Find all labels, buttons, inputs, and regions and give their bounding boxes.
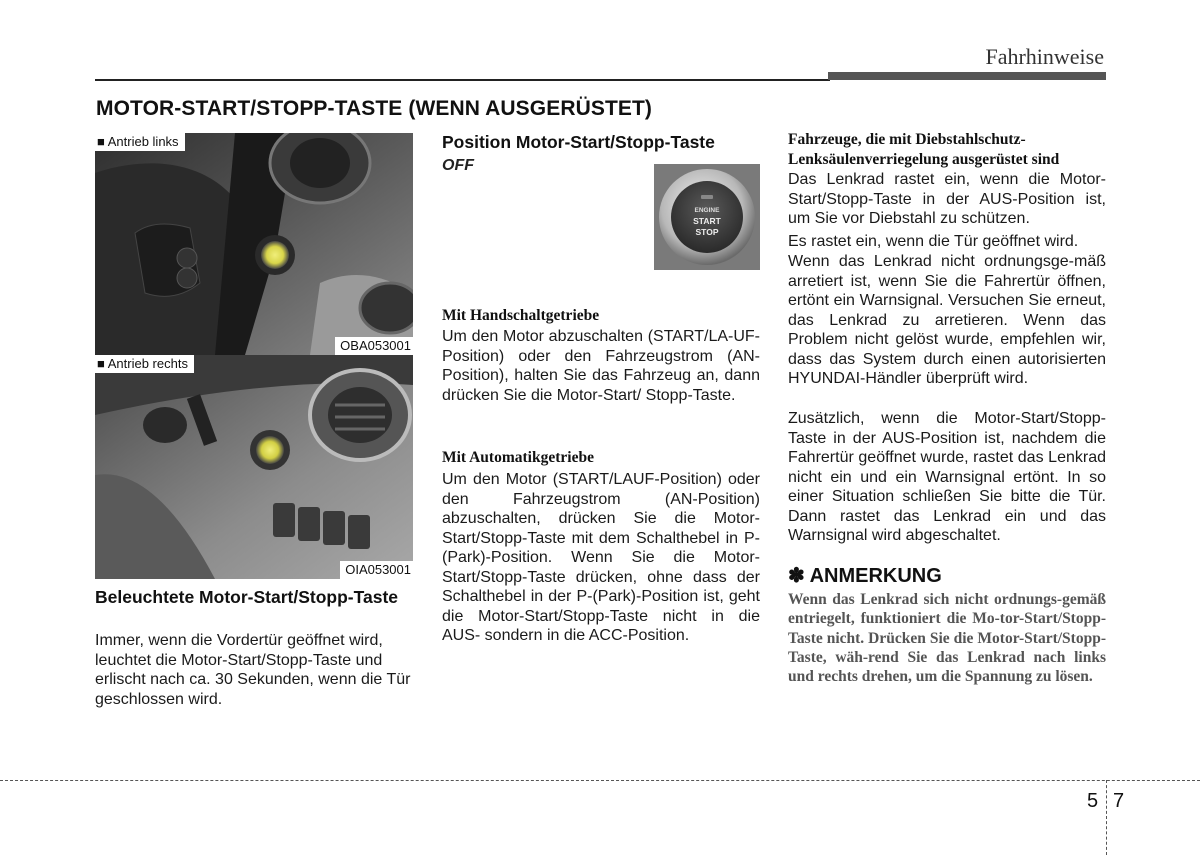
button-position-heading: Position Motor-Start/Stopp-Taste	[442, 132, 715, 152]
automatic-transmission-text: Um den Motor (START/LAUF-Position) oder den Fahrzeugstrom (AN-Position) abzuschalten, drücken Sie die Motor-Start/Stopp-Taste mit dem Schalthebel in P-(Park)-Position. Wenn Sie die Motor-Start/Stopp-Taste drücken, ohne dass der Schalthebel in der P-(Park)-Position ist, geht die Motor-Start/Stopp-Taste nicht in die AUS- sondern in die ACC-Position.	[442, 471, 760, 644]
steering-lock-text-1: Das Lenkrad rastet ein, wenn die Motor-Start/Stopp-Taste in der AUS-Position ist, um Sie vor Diebstahl zu schützen.	[788, 171, 1106, 227]
footer-dashed-divider	[1106, 780, 1107, 855]
section-title: MOTOR-START/STOPP-TASTE (WENN AUSGERÜSTET)	[96, 97, 653, 120]
figure-lhd-photo	[95, 133, 413, 355]
chapter-title: Fahrhinweise	[985, 44, 1104, 69]
illuminated-button-heading: Beleuchtete Motor-Start/Stopp-Taste	[95, 587, 399, 607]
page-number: 7	[1113, 790, 1125, 812]
steering-lock-heading: Fahrzeuge, die mit Diebstahlschutz-Lenksäulenverriegelung ausgerüstet sind	[788, 131, 1060, 168]
automatic-transmission-heading: Mit Automatikgetriebe	[442, 449, 594, 466]
manual-transmission-heading: Mit Handschaltgetriebe	[442, 307, 600, 324]
chapter-number: 5	[1087, 790, 1099, 812]
button-text-engine: ENGINE	[694, 207, 720, 214]
steering-lock-text-3: Wenn das Lenkrad nicht ordnungsge-mäß arretiert ist, wenn Sie die Fahrertür öffnen, ertönt ein Warnsignal. Versuchen Sie erneut, das Lenkrad zu arretieren. Wenn das Problem nicht gelöst wurde, empfehlen wir, dass das System durch einen autorisierten HYUNDAI-Händler überprüft wird.	[788, 253, 1106, 387]
figure-tag: ■ Antrieb links	[95, 133, 185, 151]
figure-rhd-photo	[95, 355, 413, 579]
start-stop-button-photo	[654, 164, 760, 270]
button-text-stop: STOP	[695, 227, 719, 237]
figure-tag: ■ Antrieb rechts	[95, 355, 194, 373]
illuminated-button-text: Immer, wenn die Vordertür geöffnet wird, leuchtet die Motor-Start/Stopp-Taste und erlischt nach ca. 30 Sekunden, wenn die Tür geschlossen wird.	[95, 632, 411, 708]
figure-code: OIA053001	[340, 561, 413, 579]
figure-code: OBA053001	[335, 337, 413, 355]
button-text-start: START	[693, 216, 721, 226]
header-rule	[95, 79, 830, 81]
note-body: Wenn das Lenkrad sich nicht ordnungs-gemäß entriegelt, funktioniert die Mo-tor-Start/Stopp-Taste nicht. Drücken Sie die Motor-Start/Stopp-Taste, wäh-rend Sie das Lenkrad nach links und rechts drehen, um die Spannung zu lösen.	[788, 591, 1106, 686]
steering-lock-text-2: Es rastet ein, wenn die Tür geöffnet wird.	[788, 233, 1079, 250]
manual-transmission-text: Um den Motor abzuschalten (START/LA-UF-Position) oder den Fahrzeugstrom (AN-Position), halten Sie das Fahrzeug an, dann drücken Sie die Motor-Start/ Stopp-Taste.	[442, 328, 760, 404]
steering-lock-text-4: Zusätzlich, wenn die Motor-Start/Stopp-Taste in der AUS-Position ist, nachdem die Fahrertür geöffnet wurde, rastet das Lenkrad nicht ein und ein Warnsignal ertönt. In so einer Situation schließen Sie bitte die Tür. Dann rastet das Lenkrad ein und das Warnsignal wird abgeschaltet.	[788, 410, 1106, 544]
off-label: OFF	[442, 157, 474, 174]
footer-dashed-rule	[0, 780, 1200, 781]
note-title: ✽ ANMERKUNG	[788, 565, 942, 587]
header-rule-bar	[828, 72, 1106, 80]
